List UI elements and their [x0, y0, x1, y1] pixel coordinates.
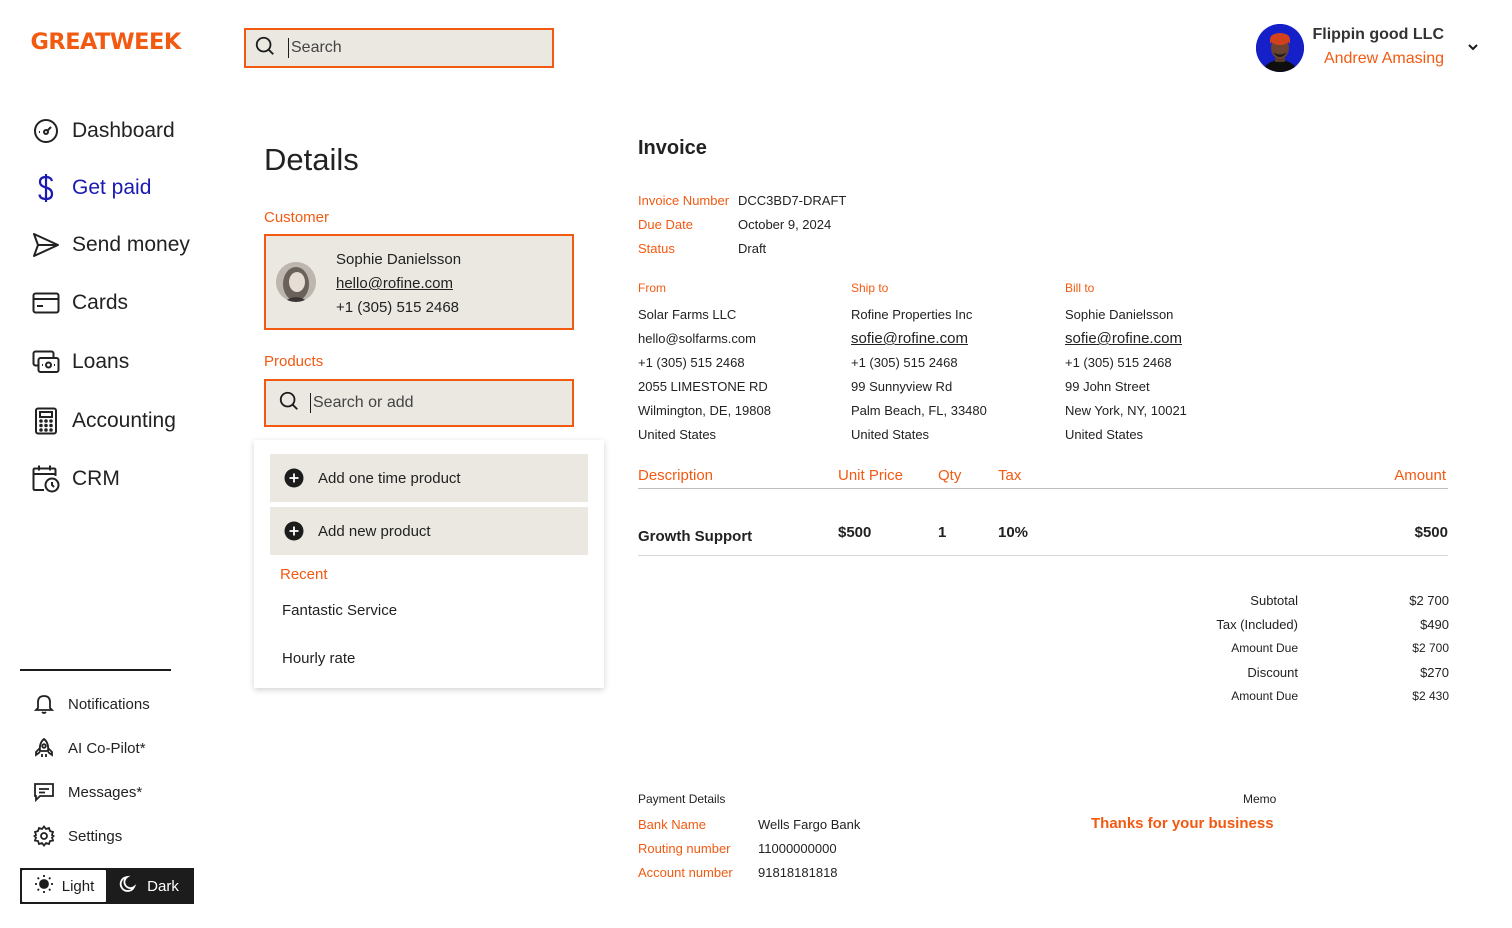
product-search-placeholder: Search or add [310, 393, 414, 413]
sidebar-item-crm[interactable] [32, 465, 120, 493]
sidebar-item-ai-copilot[interactable] [32, 736, 146, 760]
column-amount: Amount [1394, 467, 1446, 484]
sidebar-item-label: AI Co-Pilot* [68, 739, 146, 757]
line-item-qty[interactable]: 1 [938, 524, 947, 541]
line-item-description[interactable]: Growth Support [638, 528, 753, 545]
sidebar-item-send-money[interactable] [32, 231, 190, 259]
address-line: Sophie Danielsson [1065, 307, 1174, 322]
add-one-time-product-button[interactable] [270, 454, 588, 502]
bill-to-email-link[interactable]: sofie@rofine.com [1065, 330, 1182, 347]
add-new-product-label: Add new product [318, 522, 431, 540]
table-header-divider [638, 488, 1448, 489]
column-tax: Tax [998, 467, 1022, 484]
sidebar-item-label: Loans [72, 350, 130, 373]
sidebar-divider [20, 669, 171, 671]
routing-number-value: 11000000000 [758, 841, 837, 856]
product-dropdown [254, 440, 604, 688]
theme-light-label: Light [61, 877, 95, 895]
sidebar-item-loans[interactable] [32, 348, 129, 376]
address-line: 99 Sunnyview Rd [851, 379, 953, 394]
column-description: Description [638, 467, 714, 484]
customer-card[interactable] [264, 234, 574, 330]
account-number-label: Account number [638, 865, 733, 880]
due-date-value: October 9, 2024 [738, 217, 832, 232]
sidebar-item-accounting[interactable] [32, 407, 176, 435]
gauge-icon [32, 117, 60, 145]
line-item-unit-price[interactable]: $500 [838, 524, 872, 541]
address-line: +1 (305) 515 2468 [1065, 355, 1172, 370]
final-amount-due-label: Amount Due [1231, 689, 1298, 703]
search-icon [254, 35, 276, 62]
address-line: 2055 LIMESTONE RD [638, 379, 768, 394]
address-line: +1 (305) 515 2468 [638, 355, 745, 370]
user-avatar[interactable] [1256, 24, 1304, 72]
recent-label: Recent [280, 566, 328, 583]
address-line: hello@solfarms.com [638, 331, 756, 346]
sidebar-item-settings[interactable] [32, 824, 122, 848]
add-new-product-button[interactable] [270, 507, 588, 555]
sidebar-item-label: Settings [68, 827, 123, 845]
due-date-label: Due Date [638, 217, 693, 232]
status-value: Draft [738, 241, 767, 256]
invoice-title: Invoice [638, 137, 707, 159]
customer-email[interactable]: hello@rofine.com [336, 275, 453, 292]
line-item-amount: $500 [1414, 524, 1448, 541]
dollar-icon [32, 174, 60, 202]
address-line: United States [851, 427, 930, 442]
column-qty: Qty [938, 467, 962, 484]
user-info[interactable] [1312, 26, 1444, 68]
memo-heading: Memo [1243, 792, 1277, 806]
rocket-icon [32, 736, 56, 760]
sidebar-item-label: Notifications [68, 695, 150, 713]
sidebar-item-dashboard[interactable] [32, 117, 175, 145]
table-row-divider [638, 555, 1448, 556]
bell-icon [32, 692, 56, 716]
message-icon [32, 780, 56, 804]
invoice-meta-row [638, 217, 831, 232]
payment-row [638, 841, 837, 856]
invoice-meta-row [638, 241, 766, 256]
column-unit-price: Unit Price [838, 467, 904, 484]
address-line: Wilmington, DE, 19808 [638, 403, 771, 418]
final-amount-due-value: $2 430 [1412, 689, 1449, 703]
address-line: United States [638, 427, 717, 442]
sidebar-item-label: Dashboard [72, 119, 175, 142]
invoice-meta-row [638, 193, 846, 208]
customer-phone: +1 (305) 515 2468 [336, 299, 460, 316]
payment-row [638, 817, 860, 832]
search-input[interactable] [244, 28, 554, 68]
recent-product-item[interactable]: Fantastic Service [282, 602, 398, 619]
subtotal-label: Subtotal [1250, 593, 1298, 608]
discount-label: Discount [1247, 665, 1298, 680]
loans-icon [32, 348, 60, 376]
subtotal-value: $2 700 [1409, 593, 1449, 608]
calendar-clock-icon [32, 465, 60, 493]
address-line: New York, NY, 10021 [1065, 403, 1187, 418]
details-title: Details [264, 142, 359, 177]
user-name: Andrew Amasing [1323, 50, 1444, 67]
invoice-number-value: DCC3BD7-DRAFT [738, 193, 847, 208]
tax-included-label: Tax (Included) [1216, 617, 1298, 632]
sidebar-item-label: CRM [72, 467, 120, 490]
theme-light-option[interactable] [22, 870, 106, 902]
products-label: Products [264, 353, 324, 370]
sidebar-item-get-paid[interactable] [32, 174, 151, 202]
address-line: United States [1065, 427, 1144, 442]
sidebar-item-cards[interactable] [32, 289, 128, 317]
sidebar-item-label: Accounting [72, 409, 176, 432]
amount-due-value: $2 700 [1412, 641, 1449, 655]
sun-icon [34, 874, 62, 898]
user-company: Flippin good LLC [1312, 26, 1444, 43]
plus-circle-icon [284, 468, 304, 488]
calculator-icon [32, 407, 60, 435]
bill-to-address [1065, 281, 1187, 447]
address-line: Palm Beach, FL, 33480 [851, 403, 987, 418]
brand-logo[interactable]: GREATWEEK [30, 30, 181, 55]
from-address [638, 281, 771, 447]
customer-label: Customer [264, 209, 330, 226]
theme-dark-label: Dark [147, 877, 179, 895]
product-search-input[interactable] [264, 379, 574, 427]
payment-details-heading: Payment Details [638, 792, 726, 806]
from-heading: From [638, 281, 666, 295]
payment-row [638, 865, 838, 880]
theme-dark-option[interactable] [106, 870, 192, 902]
chevron-down-icon[interactable] [1466, 40, 1480, 59]
sidebar-item-label: Send money [72, 233, 190, 256]
amount-due-label: Amount Due [1231, 641, 1298, 655]
memo-text[interactable]: Thanks for your business [1091, 815, 1274, 832]
sidebar-item-notifications[interactable] [32, 692, 150, 716]
customer-info [336, 248, 461, 320]
sidebar-item-label: Cards [72, 291, 129, 314]
address-line: Solar Farms LLC [638, 307, 737, 322]
search-placeholder: Search [288, 38, 342, 58]
invoice-number-label: Invoice Number [638, 193, 730, 208]
customer-avatar [276, 262, 316, 302]
moon-icon [119, 874, 147, 898]
tax-included-value: $490 [1420, 617, 1449, 632]
ship-to-email-link[interactable]: sofie@rofine.com [851, 330, 968, 347]
add-one-time-product-label: Add one time product [318, 469, 461, 487]
plus-circle-icon [284, 521, 304, 541]
bill-to-heading: Bill to [1065, 281, 1095, 295]
address-line: 99 John Street [1065, 379, 1150, 394]
status-label: Status [638, 241, 675, 256]
account-number-value: 91818181818 [758, 865, 838, 880]
ship-to-heading: Ship to [851, 281, 889, 295]
sidebar-item-messages[interactable] [32, 780, 142, 804]
search-icon [278, 390, 300, 417]
customer-name: Sophie Danielsson [336, 251, 462, 268]
routing-number-label: Routing number [638, 841, 731, 856]
address-line: Rofine Properties Inc [851, 307, 973, 322]
send-icon [32, 231, 60, 259]
line-item-tax[interactable]: 10% [998, 524, 1029, 541]
card-icon [32, 289, 60, 317]
theme-toggle[interactable] [20, 868, 194, 904]
bank-name-label: Bank Name [638, 817, 706, 832]
ship-to-address [851, 281, 987, 447]
sidebar-item-label: Messages* [68, 783, 143, 801]
bank-name-value: Wells Fargo Bank [758, 817, 861, 832]
recent-product-item[interactable]: Hourly rate [282, 650, 356, 667]
sidebar-item-label: Get paid [72, 176, 152, 199]
discount-value: $270 [1420, 665, 1449, 680]
gear-icon [32, 824, 56, 848]
address-line: +1 (305) 515 2468 [851, 355, 958, 370]
